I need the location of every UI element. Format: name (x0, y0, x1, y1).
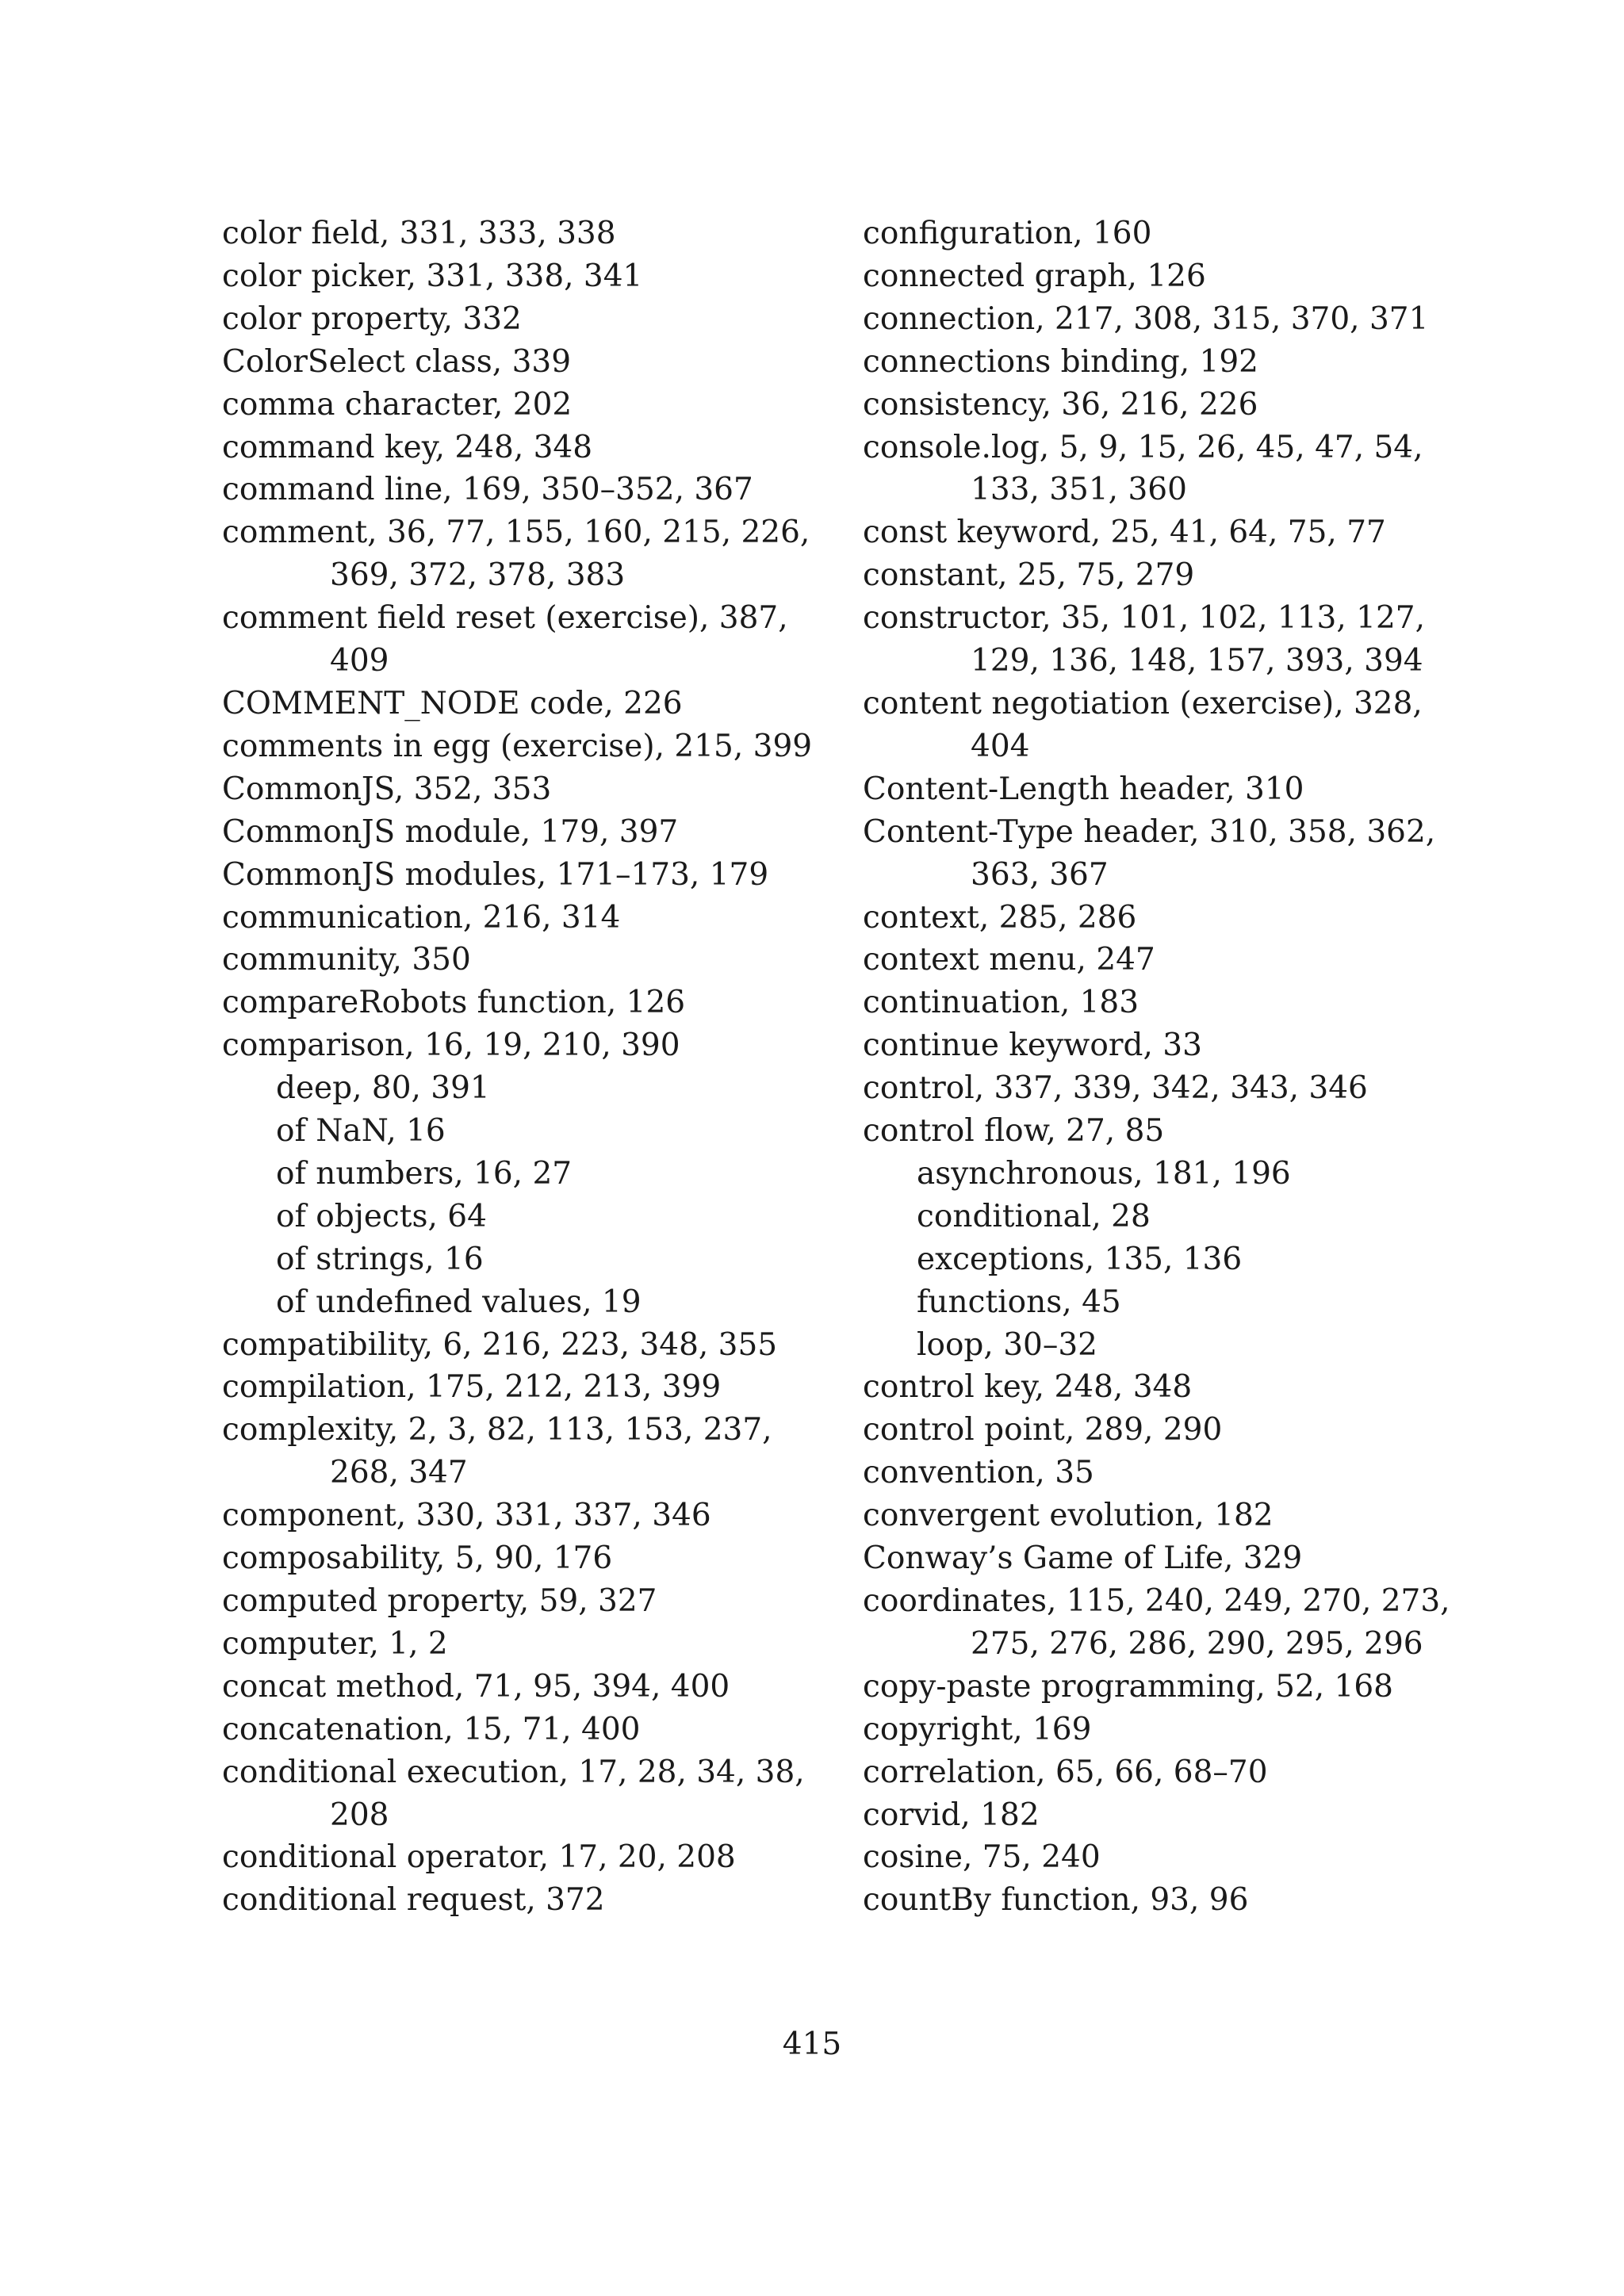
index-subentry: conditional, 28 (917, 1198, 1151, 1234)
index-entry: context, 285, 286 (863, 899, 1137, 936)
index-entry: Conway’s Game of Life, 329 (863, 1540, 1303, 1577)
index-entry: cosine, 75, 240 (863, 1839, 1101, 1876)
index-subentry: deep, 80, 391 (276, 1070, 490, 1107)
index-subentry: of numbers, 16, 27 (276, 1155, 573, 1192)
index-entry: compareRobots function, 126 (222, 985, 686, 1021)
index-entry: control point, 289, 290 (863, 1412, 1223, 1448)
index-entry: countBy function, 93, 96 (863, 1882, 1249, 1919)
index-entry: compilation, 175, 212, 213, 399 (222, 1369, 722, 1406)
index-entry-continuation: 268, 347 (330, 1455, 468, 1491)
index-entry-continuation: 363, 367 (971, 856, 1109, 893)
index-entry: compatibility, 6, 216, 223, 348, 355 (222, 1326, 778, 1363)
index-entry: convention, 35 (863, 1455, 1094, 1491)
index-entry: component, 330, 331, 337, 346 (222, 1498, 711, 1534)
index-entry: command line, 169, 350–352, 367 (222, 472, 753, 508)
index-entry: conditional request, 372 (222, 1882, 605, 1919)
index-entry: copyright, 169 (863, 1711, 1092, 1747)
index-entry-continuation: 369, 372, 378, 383 (330, 557, 626, 594)
index-entry: communication, 216, 314 (222, 899, 621, 936)
index-subentry: of strings, 16 (276, 1241, 484, 1277)
index-entry: command key, 248, 348 (222, 429, 593, 465)
index-entry: const keyword, 25, 41, 64, 75, 77 (863, 515, 1386, 551)
index-entry: CommonJS, 352, 353 (222, 771, 552, 807)
index-entry: copy-paste programming, 52, 168 (863, 1668, 1393, 1705)
index-entry: continue keyword, 33 (863, 1027, 1202, 1064)
index-entry: connections binding, 192 (863, 343, 1258, 380)
index-entry: composability, 5, 90, 176 (222, 1540, 613, 1577)
index-column-right (863, 212, 1450, 1922)
index-entry: connected graph, 126 (863, 258, 1206, 294)
index-entry-continuation: 133, 351, 360 (971, 472, 1187, 508)
index-entry: complexity, 2, 3, 82, 113, 153, 237, (222, 1412, 772, 1448)
index-entry: conditional operator, 17, 20, 208 (222, 1839, 736, 1876)
index-entry: conditional execution, 17, 28, 34, 38, (222, 1754, 805, 1790)
index-entry: concat method, 71, 95, 394, 400 (222, 1668, 730, 1705)
index-entry: CommonJS module, 179, 397 (222, 813, 679, 850)
index-entry: concatenation, 15, 71, 400 (222, 1711, 641, 1747)
index-entry: control flow, 27, 85 (863, 1113, 1165, 1150)
index-entry: comment, 36, 77, 155, 160, 215, 226, (222, 515, 810, 551)
index-entry: ColorSelect class, 339 (222, 343, 572, 380)
index-entry: constant, 25, 75, 279 (863, 557, 1195, 594)
index-entry: coordinates, 115, 240, 249, 270, 273, (863, 1583, 1450, 1619)
index-entry: CommonJS modules, 171–173, 179 (222, 856, 769, 893)
index-entry-continuation: 409 (330, 643, 389, 679)
index-subentry: asynchronous, 181, 196 (917, 1155, 1291, 1192)
index-entry-continuation: 129, 136, 148, 157, 393, 394 (971, 643, 1423, 679)
index-entry: computer, 1, 2 (222, 1625, 448, 1662)
index-entry: console.log, 5, 9, 15, 26, 45, 47, 54, (863, 429, 1423, 465)
index-subentry: loop, 30–32 (917, 1326, 1097, 1363)
index-entry: computed property, 59, 327 (222, 1583, 657, 1619)
index-entry: comparison, 16, 19, 210, 390 (222, 1027, 680, 1064)
index-subentry: exceptions, 135, 136 (917, 1241, 1243, 1277)
index-subentry: of undefined values, 19 (276, 1284, 642, 1320)
page-number: 415 (782, 2026, 842, 2062)
index-entry-continuation: 275, 276, 286, 290, 295, 296 (971, 1625, 1423, 1662)
index-subentry: of objects, 64 (276, 1198, 487, 1234)
index-entry: configuration, 160 (863, 216, 1152, 251)
index-entry: correlation, 65, 66, 68–70 (863, 1754, 1268, 1790)
index-entry: color picker, 331, 338, 341 (222, 258, 643, 294)
index-entry: corvid, 182 (863, 1797, 1040, 1833)
index-entry: constructor, 35, 101, 102, 113, 127, (863, 600, 1425, 637)
index-entry: Content-Type header, 310, 358, 362, (863, 813, 1436, 850)
index-subentry: functions, 45 (917, 1284, 1121, 1320)
index-entry: Content-Length header, 310 (863, 771, 1304, 807)
index-entry: comma character, 202 (222, 386, 573, 423)
index-entry: control, 337, 339, 342, 343, 346 (863, 1070, 1368, 1107)
index-entry: continuation, 183 (863, 985, 1139, 1021)
index-entry: context menu, 247 (863, 942, 1155, 978)
index-entry-continuation: 404 (971, 728, 1030, 764)
index-entry-continuation: 208 (330, 1797, 389, 1833)
index-entry: color field, 331, 333, 338 (222, 216, 616, 251)
index-entry: connection, 217, 308, 315, 370, 371 (863, 300, 1429, 337)
index-entry: comments in egg (exercise), 215, 399 (222, 728, 813, 764)
index-entry: color property, 332 (222, 300, 522, 337)
index-column-left (222, 212, 813, 1922)
index-entry: comment field reset (exercise), 387, (222, 600, 788, 637)
index-entry: convergent evolution, 182 (863, 1498, 1274, 1534)
index-subentry: of NaN, 16 (276, 1113, 446, 1150)
index-entry: COMMENT_NODE code, 226 (222, 685, 683, 721)
index-entry: consistency, 36, 216, 226 (863, 386, 1258, 423)
index-entry: content negotiation (exercise), 328, (863, 685, 1423, 721)
index-entry: community, 350 (222, 942, 471, 978)
index-entry: control key, 248, 348 (863, 1369, 1193, 1406)
